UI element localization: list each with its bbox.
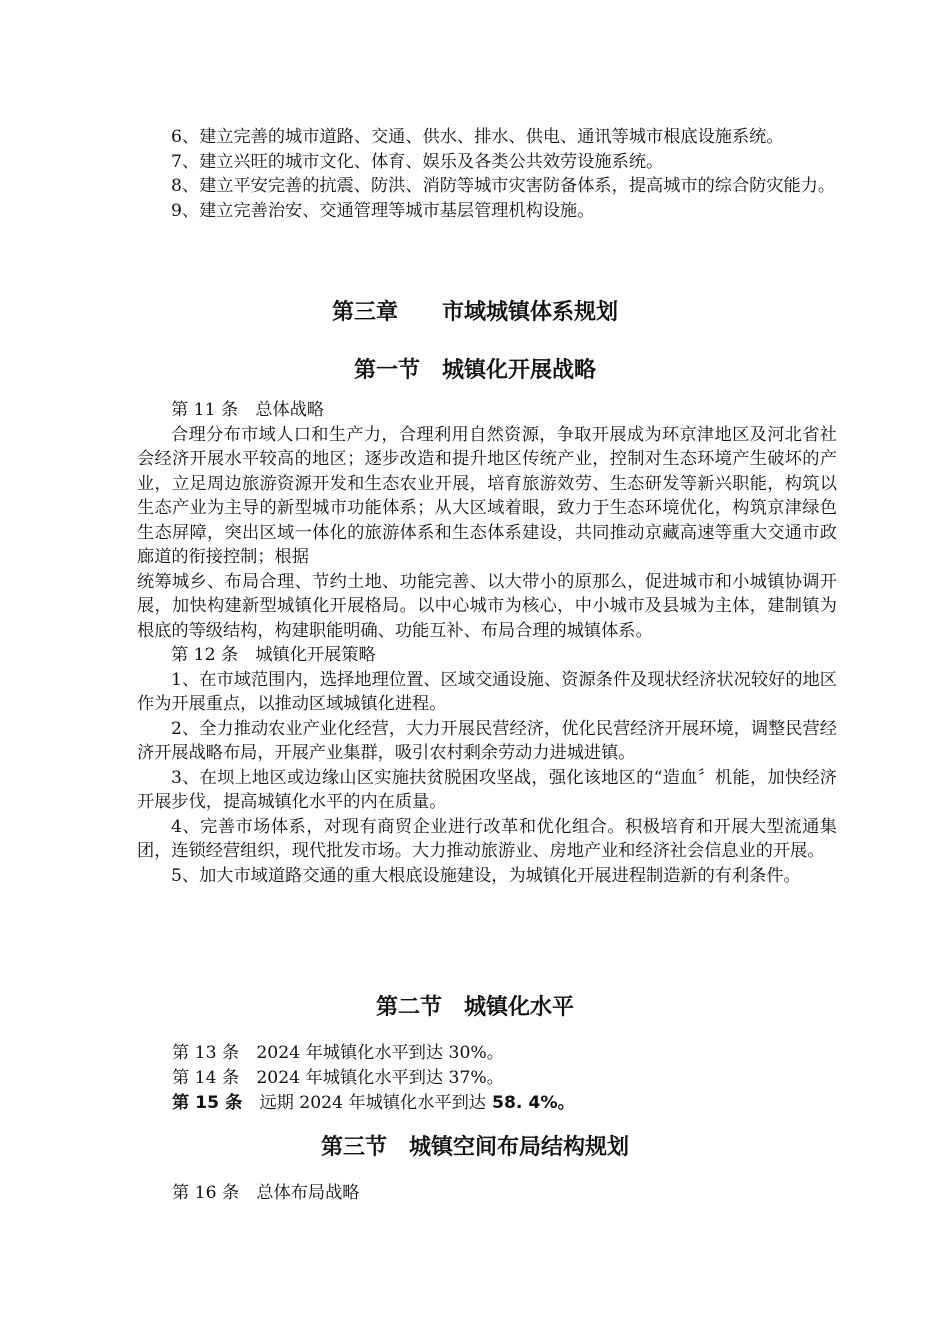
list-item-8: 8、建立平安完善的抗震、防洪、消防等城市灾害防备体系，提高城市的综合防灾能力。 xyxy=(171,176,836,196)
article-16-heading: 第 16 条 总体布局战略 xyxy=(172,1183,360,1203)
article-13: 第 13 条 2024 年城镇化水平到达 30%。 xyxy=(172,1043,504,1063)
chapter-title: 第三章 市域城镇体系规划 xyxy=(331,300,618,325)
section-title-1: 第一节 城镇化开展战略 xyxy=(353,358,596,383)
article-15-text: 远期 2024 年城镇化水平到达 xyxy=(242,1093,486,1113)
article-12-item-1: 1、在市域范围内，选择地理位置、区域交通设施、资源条件及现状经济状况较好的地区作为开展重点，以推动区域城镇化进程。 xyxy=(137,669,837,714)
list-item-6: 6、建立完善的城市道路、交通、供水、排水、供电、通讯等城市根底设施系统。 xyxy=(171,127,784,147)
article-11-paragraph-2: 统筹城乡、布局合理、节约土地、功能完善、以大带小的原那么，促进城市和小城镇协调开展，加快构建新型城镇化开展格局。以中心城市为核心，中小城市及县城为主体，建制镇为根底的等级结构，构建职能明确、功能互补、布局合理的城镇体系。 xyxy=(137,571,837,641)
section-title-3: 第三节 城镇空间布局结构规划 xyxy=(320,1135,629,1160)
top-list xyxy=(137,125,837,223)
list-item-9: 9、建立完善治安、交通管理等城市基层管理机构设施。 xyxy=(171,200,595,221)
article-14: 第 14 条 2024 年城镇化水平到达 37%。 xyxy=(172,1068,504,1088)
article-11-paragraph-1: 合理分布市域人口和生产力，合理利用自然资源，争取开展成为环京津地区及河北省社会经济开展水平较高的地区；逐步改造和提升地区传统产业，控制对生态环境产生破坏的产业，立足周边旅游资源开发和生态农业开展，培育旅游效劳、生态研发等新兴职能，构筑以生态产业为主导的新型城市功能体系；从大区域着眼，致力于生态环境优化，构筑京津绿色生态屏障，突出区域一体化的旅游体系和生态体系建设，共同推动京藏高速等重大交通市政廊道的衔接控制；根据 xyxy=(137,424,837,567)
article-15-label: 第 15 条 xyxy=(172,1093,243,1113)
article-12-item-5: 5、加大市域道路交通的重大根底设施建设，为城镇化开展进程制造新的有利条件。 xyxy=(171,865,801,886)
list-item-7: 7、建立兴旺的城市文化、体育、娱乐及各类公共效劳设施系统。 xyxy=(171,151,664,172)
article-12-heading: 第 12 条 城镇化开展策略 xyxy=(171,645,376,665)
article-12-item-4: 4、完善市场体系，对现有商贸企业进行改革和优化组合。积极培育和开展大型流通集团，连锁经营组织，现代批发市场。大力推动旅游业、房地产业和经济社会信息业的开展。 xyxy=(137,816,837,861)
article-12-item-3: 3、在坝上地区或边缘山区实施扶贫脱困攻坚战，强化该地区的“造血〞机能，加快经济开展步伐，提高城镇化水平的内在质量。 xyxy=(137,767,837,812)
article-11-heading: 第 11 条 总体战略 xyxy=(171,400,325,420)
article-11-block xyxy=(137,398,837,888)
article-15 xyxy=(172,1088,575,1113)
section-title-2: 第二节 城镇化水平 xyxy=(375,995,574,1020)
article-15-value: 58. 4%。 xyxy=(486,1093,575,1113)
article-12-item-2: 2、全力推动农业产业化经营，大力开展民营经济，优化民营经济开展环境，调整民营经济开展战略布局，开展产业集群，吸引农村剩余劳动力进城进镇。 xyxy=(137,718,837,763)
